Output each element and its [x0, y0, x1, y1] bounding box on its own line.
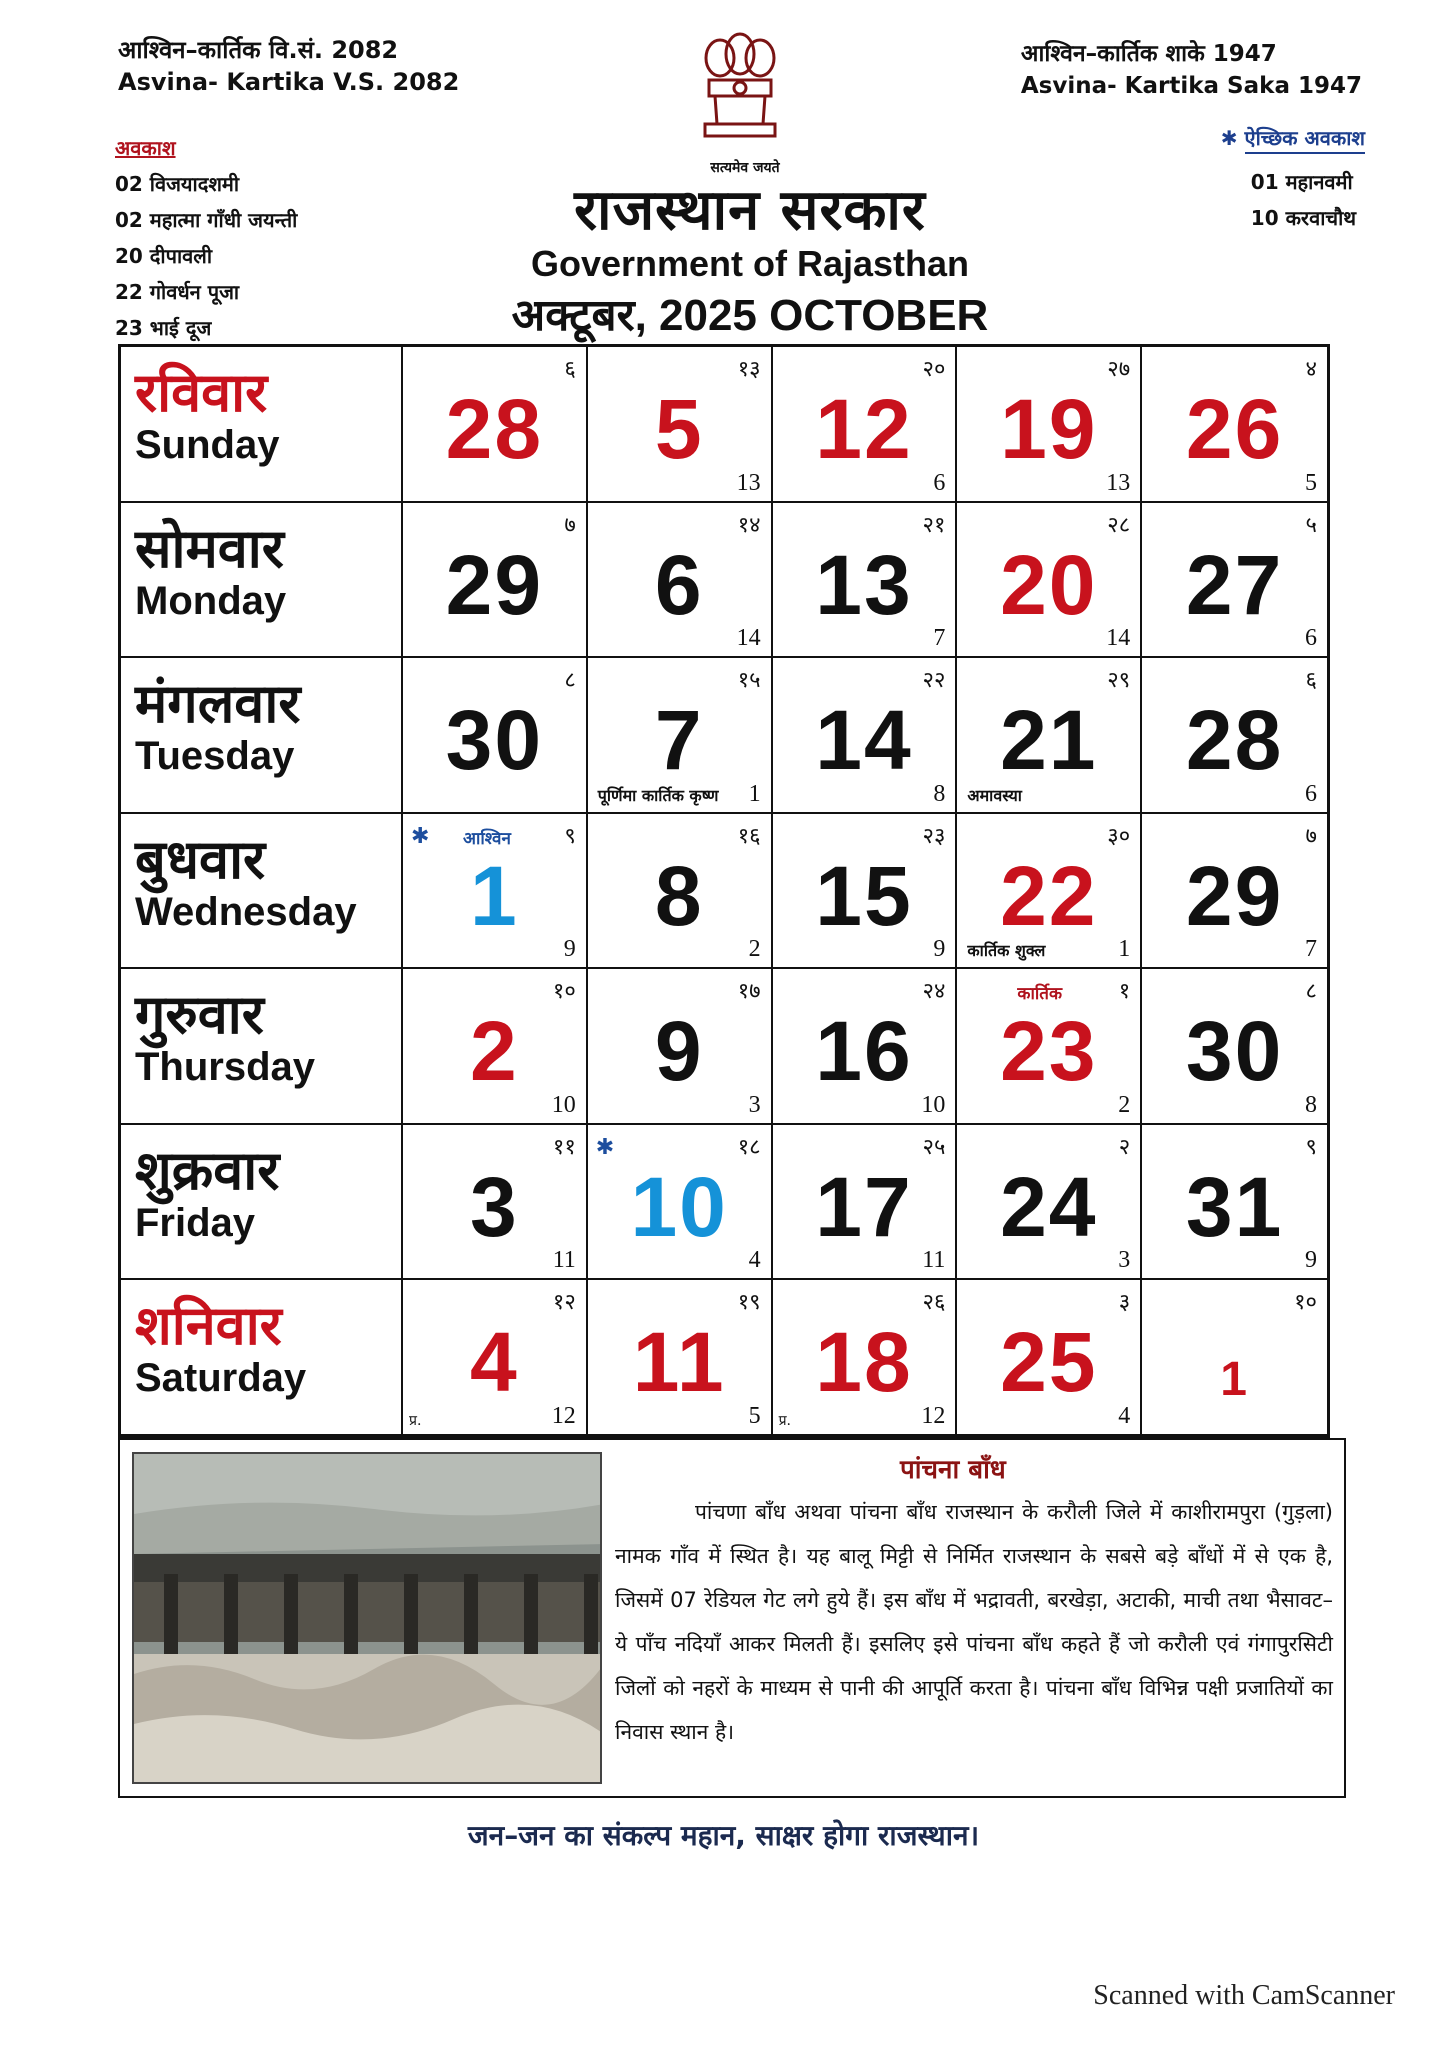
header-right-english: Asvina- Kartika Saka 1947: [1020, 73, 1362, 99]
lunar-date: २: [1118, 1134, 1131, 1160]
saka-date: 7: [1305, 936, 1317, 963]
date-cell: [1142, 1280, 1327, 1436]
day-name-hindi: रविवार: [135, 360, 268, 424]
day-label-cell: [121, 503, 403, 659]
lunar-date: ६: [1305, 668, 1317, 694]
day-label-cell: [121, 969, 403, 1125]
month-heading: अक्टूबर, 2025 OCTOBER: [511, 291, 989, 340]
date-number: 28: [445, 382, 544, 476]
date-number: 22: [1000, 848, 1098, 943]
date-cell: [957, 1280, 1142, 1436]
date-number: 20: [1000, 537, 1098, 632]
lunar-date: ७: [1305, 823, 1317, 849]
lunar-date: १२: [552, 1290, 576, 1316]
lunar-date: ९: [1305, 1134, 1317, 1160]
saka-date: 13: [736, 469, 761, 496]
saka-date: 6: [933, 469, 946, 496]
lunar-date: १७: [737, 979, 761, 1005]
info-panel: [118, 1438, 1346, 1798]
date-note: पूर्णिमा कार्तिक कृष्ण: [597, 785, 719, 805]
saka-date: 9: [933, 936, 946, 963]
saka-date: 13: [1106, 469, 1131, 496]
day-name-english: Monday: [135, 578, 287, 623]
date-cell: [1142, 503, 1327, 659]
lunar-date: ११: [552, 1134, 576, 1160]
date-note: कार्तिक शुक्ल: [967, 941, 1046, 961]
saka-date: 12: [551, 1402, 576, 1429]
optional-holiday-heading: ऐच्छिक अवकाश: [1245, 126, 1365, 154]
lunar-date: २२: [922, 668, 946, 694]
saka-date: 1: [1118, 936, 1131, 963]
lunar-date: २५: [922, 1134, 946, 1160]
date-cell: [1142, 969, 1327, 1125]
saka-date: 14: [1106, 625, 1131, 652]
day-name-english: Sunday: [135, 423, 280, 467]
date-cell: [403, 1125, 588, 1281]
date-number: 5: [654, 382, 704, 476]
optional-holiday-list: [1221, 120, 1365, 236]
header-left: [118, 34, 459, 98]
emblem-motto: सत्यमेव जयते: [710, 160, 780, 176]
date-cell: [403, 814, 588, 970]
saka-date: 6: [1305, 780, 1317, 807]
saka-date: 11: [922, 1247, 946, 1274]
date-number: 28: [1185, 693, 1284, 788]
saka-date: 8: [1305, 1091, 1317, 1118]
day-name-english: Thursday: [135, 1045, 316, 1090]
date-number: 16: [815, 1004, 913, 1099]
lunar-date: ८: [564, 668, 576, 694]
saka-date: 10: [551, 1091, 576, 1118]
date-number: 30: [1185, 1004, 1284, 1099]
saka-date: 8: [933, 780, 946, 807]
lunar-date: १०: [1294, 1290, 1317, 1316]
day-name-hindi: शुक्रवार: [135, 1137, 280, 1202]
lunar-date: ५: [1305, 512, 1317, 538]
star-icon: ✱: [1220, 126, 1238, 150]
star-icon: ✱: [595, 1134, 615, 1160]
lunar-date: ३: [1118, 1290, 1131, 1316]
holiday-item: 02 विजयादशमी: [115, 172, 240, 196]
date-number: 13: [815, 537, 913, 632]
lunar-date: २३: [922, 823, 946, 849]
lunar-date: २०: [922, 357, 946, 382]
date-cell: [1142, 814, 1327, 970]
date-cell: [957, 503, 1142, 659]
date-number: 12: [815, 382, 913, 476]
date-number: 25: [1000, 1315, 1098, 1410]
header-left-english: Asvina- Kartika V.S. 2082: [118, 68, 460, 96]
date-cell: [1142, 1125, 1327, 1281]
date-cell: [588, 1125, 773, 1281]
day-name-english: Saturday: [135, 1356, 307, 1401]
date-number: 7: [654, 693, 704, 788]
lunar-date: २९: [1107, 668, 1131, 694]
lunar-date: ९: [564, 823, 576, 849]
date-cell: [588, 658, 773, 814]
date-cell: [773, 503, 958, 659]
lunar-date: ४: [1305, 357, 1317, 382]
date-number: 31: [1185, 1159, 1284, 1254]
lunar-date: १९: [737, 1290, 761, 1316]
date-cell: [588, 1280, 773, 1436]
day-label-cell: [121, 658, 403, 814]
page-title: राजस्थान सरकार: [574, 177, 926, 243]
holiday-item: 22 गोवर्धन पूजा: [115, 280, 240, 304]
date-cell: [588, 969, 773, 1125]
date-number: 3: [470, 1159, 519, 1254]
date-number: 4: [470, 1315, 519, 1410]
lunar-date: २७: [1107, 357, 1131, 382]
saka-date: 3: [748, 1091, 761, 1118]
date-cell: [1142, 347, 1327, 503]
date-number: 1: [470, 848, 519, 943]
day-name-english: Friday: [135, 1200, 256, 1245]
saka-date: 9: [1305, 1247, 1317, 1274]
month-start-note: कार्तिक: [1017, 984, 1062, 1005]
day-label-cell: [121, 1280, 403, 1436]
date-cell: [588, 347, 773, 503]
date-number: 10: [630, 1159, 728, 1254]
header-right: [1021, 38, 1362, 102]
optional-holiday-item: 10 करवाचौथ: [1250, 206, 1357, 230]
optional-holiday-item: 01 महानवमी: [1250, 170, 1353, 194]
saka-date: 12: [921, 1402, 946, 1429]
dam-photo: [132, 1452, 602, 1784]
lunar-date: ३०: [1107, 823, 1131, 849]
date-number: 26: [1185, 382, 1284, 476]
day-name-hindi: सोमवार: [135, 515, 284, 580]
lunar-date: १८: [737, 1134, 761, 1160]
pradosh-mark: प्र.: [778, 1412, 792, 1429]
saka-date: 4: [748, 1247, 761, 1274]
date-cell: [773, 969, 958, 1125]
holiday-item: 23 भाई दूज: [115, 316, 212, 340]
date-cell: [403, 658, 588, 814]
lunar-date: १३: [737, 357, 761, 382]
holiday-heading: अवकाश: [115, 136, 176, 160]
date-cell: [588, 503, 773, 659]
saka-date: 5: [1305, 469, 1317, 496]
saka-date: 3: [1118, 1247, 1131, 1274]
date-number: 19: [1000, 382, 1098, 476]
date-cell: [773, 1125, 958, 1281]
date-cell: [957, 658, 1142, 814]
dam-image: [134, 1454, 602, 1784]
date-note: अमावस्या: [967, 785, 1022, 805]
day-name-english: Wednesday: [135, 889, 357, 934]
saka-date: 11: [552, 1247, 576, 1274]
page-subtitle: Government of Rajasthan: [530, 243, 970, 284]
day-name-english: Tuesday: [135, 734, 295, 779]
saka-date: 14: [736, 625, 761, 652]
panel-title: पांचना बाँध: [900, 1455, 1006, 1485]
date-number: 8: [654, 848, 704, 943]
date-cell: [403, 969, 588, 1125]
saka-date: 10: [921, 1091, 946, 1118]
pradosh-mark: प्र.: [409, 1412, 422, 1429]
panel-text: पांचणा बाँध अथवा पांचना बाँध राजस्थान के करौली जिले में काशीरामपुरा (गुड़ला) नामक गाँव में स्थित है। यह बालू मिट्टी से निर्मित राजस्थान के सबसे बड़े बाँधों में से एक है, जिसमें 07 रेडियल गेट लगे हुये हैं। इस बाँध में भद्रावती, बरखेड़ा, अटाकी, माची तथा भैसावट–ये पाँच नदियाँ आकर मिलती हैं। इसलिए इसे पांचना बाँध कहते हैं जो करौली एवं गंगापुरसिटी जिलों को नहरों के माध्यम से पानी की आपूर्ति करता है। पांचना बाँध विभिन्न पक्षी प्रजातियों का निवास स्थान है।: [615, 1500, 1333, 1744]
day-name-hindi: मंगलवार: [135, 671, 301, 736]
day-name-hindi: शनिवार: [135, 1293, 282, 1358]
saka-date: 4: [1118, 1402, 1131, 1429]
day-label-cell: [121, 347, 403, 503]
date-cell: [403, 1280, 588, 1436]
lunar-date: २६: [922, 1290, 946, 1316]
saka-date: 5: [748, 1402, 761, 1429]
lunar-date: ६: [564, 357, 576, 382]
lunar-date: १०: [552, 979, 576, 1005]
header-right-hindi: आश्विन–कार्तिक शाके 1947: [1020, 41, 1277, 67]
saka-date: 1: [748, 780, 761, 807]
header-left-hindi: आश्विन–कार्तिक वि.सं. 2082: [118, 36, 399, 64]
date-number: 2: [470, 1004, 519, 1099]
saka-date: 2: [748, 936, 761, 963]
saka-date: 9: [563, 936, 576, 963]
date-number: 18: [815, 1315, 913, 1410]
day-label-cell: [121, 1125, 403, 1281]
date-cell: [773, 814, 958, 970]
date-cell: [957, 969, 1142, 1125]
date-cell: [957, 814, 1142, 970]
lunar-date: १६: [737, 823, 761, 849]
lunar-date: २४: [922, 979, 946, 1005]
date-cell: [773, 658, 958, 814]
saka-date: 6: [1305, 625, 1317, 652]
day-name-hindi: गुरुवार: [135, 982, 264, 1047]
lunar-date: ८: [1305, 979, 1317, 1005]
holiday-item: 20 दीपावली: [115, 244, 212, 268]
day-name-hindi: बुधवार: [135, 826, 266, 891]
date-number: 15: [815, 848, 913, 943]
holiday-item: 02 महात्मा गाँधी जयन्ती: [115, 208, 298, 232]
date-number: 21: [1000, 693, 1098, 788]
scan-watermark: Scanned with CamScanner: [1093, 1980, 1395, 2011]
date-number: 27: [1185, 537, 1284, 632]
date-number: 14: [815, 693, 913, 788]
lunar-date: १४: [737, 512, 761, 538]
date-cell: [773, 1280, 958, 1436]
day-label-cell: [121, 814, 403, 970]
calendar-grid: [118, 344, 1330, 1439]
date-number: 24: [1000, 1159, 1098, 1254]
date-number: 30: [445, 693, 544, 788]
date-number: 17: [815, 1159, 913, 1254]
date-cell: [957, 347, 1142, 503]
date-cell: [403, 347, 588, 503]
date-cell: [1142, 658, 1327, 814]
saka-date: 2: [1118, 1091, 1131, 1118]
date-number: 9: [654, 1004, 704, 1099]
date-cell: [588, 814, 773, 970]
date-number: 6: [654, 537, 704, 632]
lunar-date: १५: [737, 668, 761, 694]
lunar-date: २१: [922, 512, 946, 538]
date-number: 29: [1185, 848, 1284, 943]
date-number: 11: [632, 1315, 726, 1410]
date-cell: [773, 347, 958, 503]
saka-date: 7: [933, 625, 946, 652]
date-cell: [957, 1125, 1142, 1281]
date-number: 1: [1220, 1353, 1249, 1407]
date-number: 29: [445, 537, 544, 632]
month-start-note: आश्विन: [463, 828, 511, 849]
lunar-date: १: [1118, 979, 1131, 1005]
date-cell: [403, 503, 588, 659]
date-number: 23: [1000, 1004, 1098, 1099]
national-emblem-icon: [695, 28, 785, 148]
footer-slogan: जन–जन का संकल्प महान, साक्षर होगा राजस्थान।: [467, 1819, 980, 1852]
holiday-list: [115, 130, 297, 346]
lunar-date: २८: [1107, 512, 1131, 538]
star-icon: ✱: [411, 823, 430, 849]
lunar-date: ७: [564, 512, 576, 538]
